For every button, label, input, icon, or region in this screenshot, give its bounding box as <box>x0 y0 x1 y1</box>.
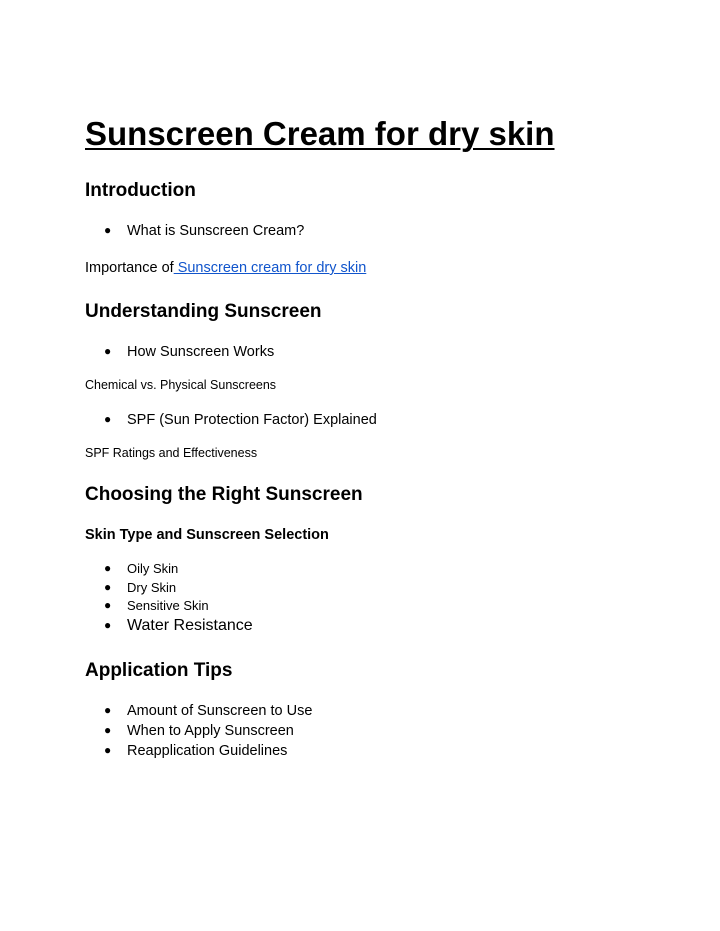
list-item: Amount of Sunscreen to Use <box>127 703 313 719</box>
bullet-dot: ● <box>104 223 112 237</box>
heading-introduction: Introduction <box>85 180 196 201</box>
subtopic-text: Chemical vs. Physical Sunscreens <box>85 378 277 392</box>
sunscreen-dry-skin-link[interactable]: Sunscreen cream for dry skin <box>173 260 367 276</box>
list-item: What is Sunscreen Cream? <box>127 223 305 239</box>
bullet-dot: ● <box>104 703 112 717</box>
bullet-dot: ● <box>104 561 112 575</box>
heading-understanding-sunscreen: Understanding Sunscreen <box>85 301 322 322</box>
subtopic-text: SPF Ratings and Effectiveness <box>85 446 258 460</box>
list-item: SPF (Sun Protection Factor) Explained <box>127 412 377 428</box>
list-item: How Sunscreen Works <box>127 344 275 360</box>
importance-prefix: Importance of <box>85 260 174 276</box>
bullet-dot: ● <box>104 743 112 757</box>
heading-application-tips: Application Tips <box>85 660 233 681</box>
list-item: Oily Skin <box>127 561 179 576</box>
list-item: Dry Skin <box>127 580 177 595</box>
document-title: Sunscreen Cream for dry skin <box>85 115 555 152</box>
importance-paragraph <box>85 259 366 277</box>
bullet-dot: ● <box>104 580 112 594</box>
bullet-dot: ● <box>104 723 112 737</box>
subheading-skin-type: Skin Type and Sunscreen Selection <box>85 527 329 543</box>
heading-choosing-sunscreen: Choosing the Right Sunscreen <box>85 484 363 505</box>
bullet-dot: ● <box>104 598 112 612</box>
list-item: Reapplication Guidelines <box>127 743 288 759</box>
bullet-dot: ● <box>104 344 112 358</box>
list-item: Water Resistance <box>127 617 253 634</box>
list-item: When to Apply Sunscreen <box>127 723 294 739</box>
list-item: Sensitive Skin <box>127 598 209 613</box>
bullet-dot: ● <box>104 412 112 426</box>
bullet-dot: ● <box>104 618 112 632</box>
